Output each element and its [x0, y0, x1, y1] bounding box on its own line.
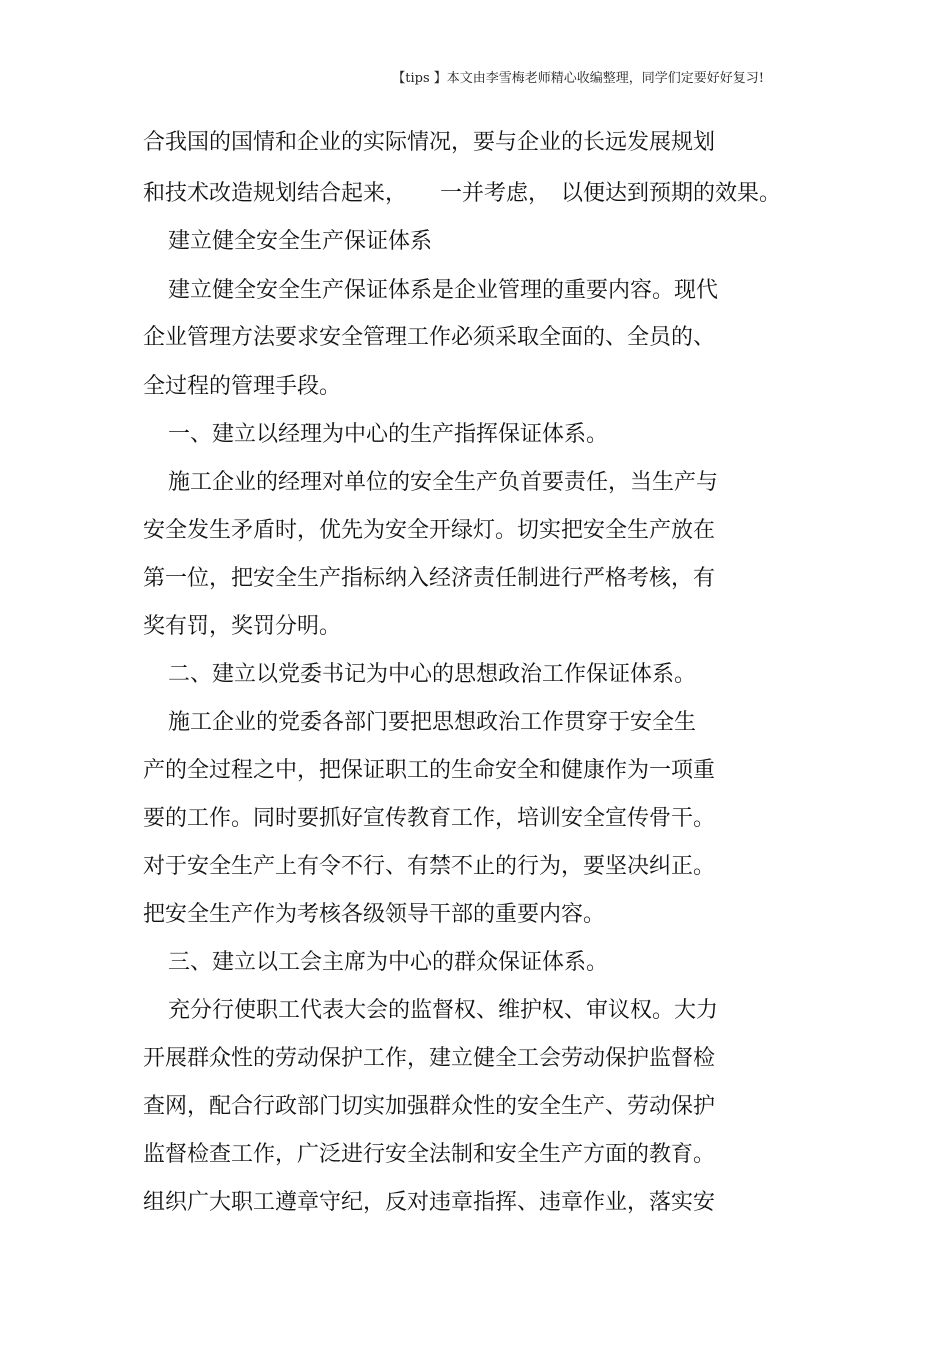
body-line: 全过程的管理手段。 [143, 374, 342, 399]
body-line: 把安全生产作为考核各级领导干部的重要内容。 [143, 902, 606, 927]
body-line: 合我国的国情和企业的实际情况，要与企业的长远发展规划 [143, 130, 716, 155]
body-line: 施工企业的党委各部门要把思想政治工作贯穿于安全生 [168, 710, 697, 735]
body-line: 充分行使职工代表大会的监督权、维护权、审议权。大力 [168, 998, 719, 1023]
body-line: 奖有罚，奖罚分明。 [143, 614, 342, 639]
subsection-heading: 二、建立以党委书记为中心的思想政治工作保证体系。 [168, 662, 697, 687]
body-line: 施工企业的经理对单位的安全生产负首要责任，当生产与 [168, 470, 719, 495]
body-line: 和技术改造规划结合起来， 一并考虑， 以便达到预期的效果。 [143, 181, 782, 206]
body-line: 组织广大职工遵章守纪，反对违章指挥、违章作业，落实安 [143, 1190, 716, 1215]
body-line: 要的工作。同时要抓好宣传教育工作，培训安全宣传骨干。 [143, 806, 716, 831]
subsection-heading: 三、建立以工会主席为中心的群众保证体系。 [168, 950, 609, 975]
body-line: 产的全过程之中，把保证职工的生命安全和健康作为一项重 [143, 758, 716, 783]
body-line: 第一位，把安全生产指标纳入经济责任制进行严格考核，有 [143, 566, 716, 591]
header-tips-note: 【tips 】本文由李雪梅老师精心收编整理，同学们定要好好复习! [392, 71, 764, 86]
body-line: 建立健全安全生产保证体系是企业管理的重要内容。现代 [168, 278, 719, 303]
body-line: 开展群众性的劳动保护工作，建立健全工会劳动保护监督检 [143, 1046, 716, 1071]
body-line: 对于安全生产上有令不行、有禁不止的行为，要坚决纠正。 [143, 854, 716, 879]
body-line: 监督检查工作，广泛进行安全法制和安全生产方面的教育。 [143, 1142, 716, 1167]
body-line: 安全发生矛盾时，优先为安全开绿灯。切实把安全生产放在 [143, 518, 716, 543]
body-line: 查网，配合行政部门切实加强群众性的安全生产、劳动保护 [143, 1094, 716, 1119]
subsection-heading: 一、建立以经理为中心的生产指挥保证体系。 [168, 422, 609, 447]
section-heading: 建立健全安全生产保证体系 [168, 229, 433, 254]
body-line: 企业管理方法要求安全管理工作必须采取全面的、全员的、 [143, 325, 716, 350]
